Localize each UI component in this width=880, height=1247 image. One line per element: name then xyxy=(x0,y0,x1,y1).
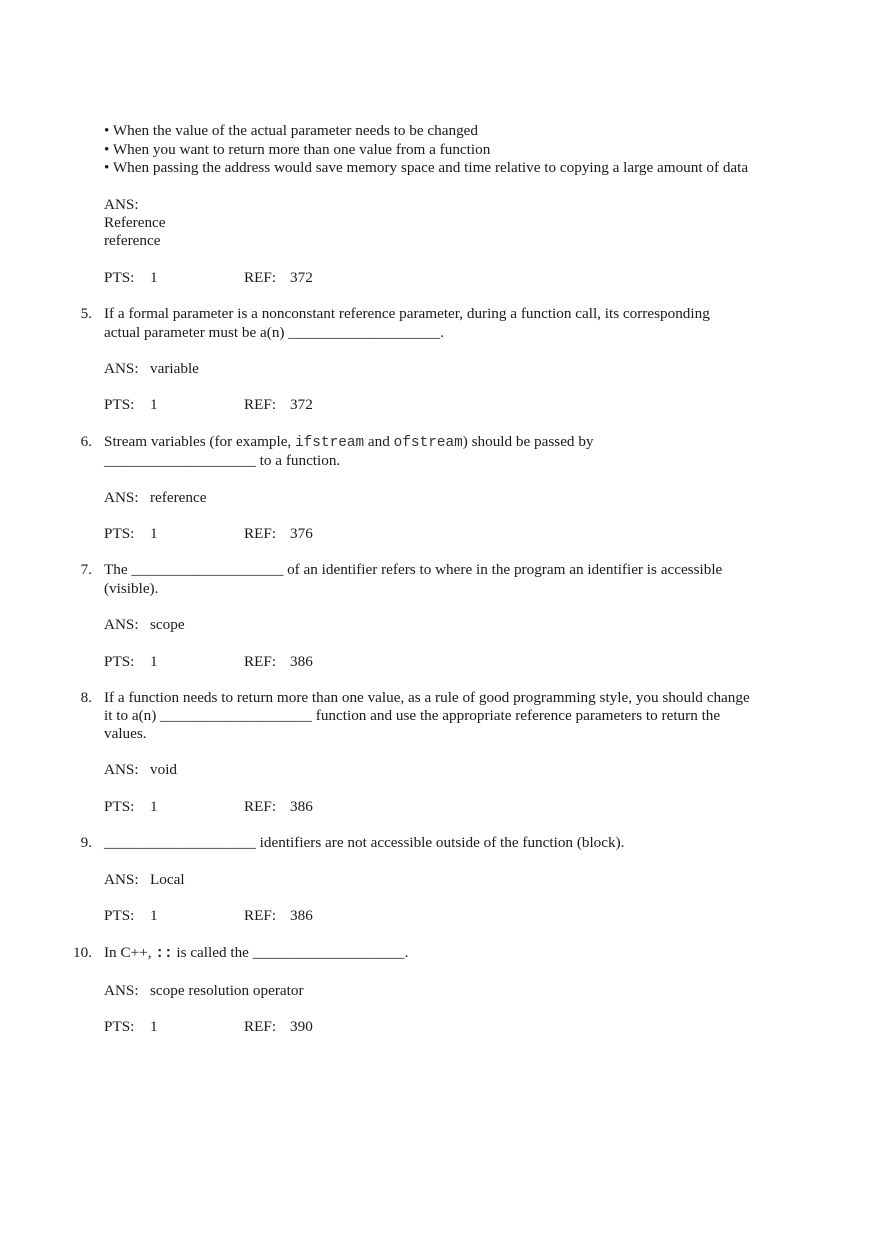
answer-label: ANS: xyxy=(104,982,139,999)
points-value: 1 xyxy=(150,653,158,670)
reference-value: 386 xyxy=(290,798,313,815)
points-value: 1 xyxy=(150,907,158,924)
reference-value: 372 xyxy=(290,396,313,413)
points-value: 1 xyxy=(150,269,158,286)
points-label: PTS: xyxy=(104,269,135,286)
reference-label: REF: xyxy=(244,653,277,670)
question-number: 7. xyxy=(80,561,92,578)
answer-label: ANS: xyxy=(104,360,139,377)
answer-value: scope xyxy=(150,616,185,633)
question-text-part: and xyxy=(364,433,394,450)
reference-value: 372 xyxy=(290,269,313,286)
bullet-item: • When you want to return more than one value from a function xyxy=(104,141,491,158)
code-token: :: xyxy=(155,946,173,962)
question-text: If a function needs to return more than one value, as a rule of good programming style, you should change xyxy=(104,689,750,706)
answer-label: ANS: xyxy=(104,489,139,506)
question-text: it to a(n) ____________________ function and use the appropriate reference parameters to return the xyxy=(104,707,721,724)
reference-label: REF: xyxy=(244,525,277,542)
reference-label: REF: xyxy=(244,396,277,413)
code-token: ofstream xyxy=(393,435,463,451)
question-text-part: is called the ____________________. xyxy=(172,944,409,961)
question-text: ____________________ identifiers are not accessible outside of the function (block). xyxy=(104,834,625,851)
answer-label: ANS: xyxy=(104,761,139,778)
points-label: PTS: xyxy=(104,907,135,924)
question-text: actual parameter must be a(n) ____________________. xyxy=(104,324,444,341)
answer-value: void xyxy=(150,761,178,778)
reference-label: REF: xyxy=(244,1018,277,1035)
answer-label: ANS: xyxy=(104,616,139,633)
points-label: PTS: xyxy=(104,798,135,815)
question-text: ____________________ to a function. xyxy=(104,452,341,469)
question-text-part: In C++, xyxy=(104,944,156,961)
question-text: values. xyxy=(104,725,147,742)
points-label: PTS: xyxy=(104,653,135,670)
answer-value: Local xyxy=(150,871,185,888)
reference-value: 386 xyxy=(290,653,313,670)
points-label: PTS: xyxy=(104,525,135,542)
question-text: (visible). xyxy=(104,580,159,597)
code-token: ifstream xyxy=(295,435,365,451)
question-number: 5. xyxy=(80,305,92,322)
answer-value: Reference xyxy=(104,214,166,231)
answer-value: scope resolution operator xyxy=(150,982,304,999)
question-number: 6. xyxy=(80,433,92,450)
answer-value: variable xyxy=(150,360,199,377)
question-text xyxy=(104,944,408,963)
answer-label: ANS: xyxy=(104,196,139,213)
answer-value: reference xyxy=(104,232,161,249)
reference-value: 390 xyxy=(290,1018,313,1035)
answer-label: ANS: xyxy=(104,871,139,888)
points-label: PTS: xyxy=(104,1018,135,1035)
reference-label: REF: xyxy=(244,798,277,815)
bullet-item: • When the value of the actual parameter needs to be changed xyxy=(104,122,479,139)
answer-value: reference xyxy=(150,489,207,506)
points-value: 1 xyxy=(150,1018,158,1035)
reference-label: REF: xyxy=(244,907,277,924)
reference-label: REF: xyxy=(244,269,277,286)
reference-value: 386 xyxy=(290,907,313,924)
question-text-part: ) should be passed by xyxy=(462,433,594,450)
question-text: If a formal parameter is a nonconstant reference parameter, during a function call, its corresponding xyxy=(104,305,710,322)
points-label: PTS: xyxy=(104,396,135,413)
question-number: 9. xyxy=(80,834,92,851)
question-number: 10. xyxy=(73,944,92,961)
points-value: 1 xyxy=(150,798,158,815)
question-number: 8. xyxy=(80,689,92,706)
question-text-part: Stream variables (for example, xyxy=(104,433,296,450)
bullet-item: • When passing the address would save memory space and time relative to copying a large amount of data xyxy=(104,159,749,176)
points-value: 1 xyxy=(150,396,158,413)
question-text: The ____________________ of an identifier refers to where in the program an identifier is accessible xyxy=(104,561,723,578)
points-value: 1 xyxy=(150,525,158,542)
reference-value: 376 xyxy=(290,525,313,542)
question-text xyxy=(104,433,594,452)
